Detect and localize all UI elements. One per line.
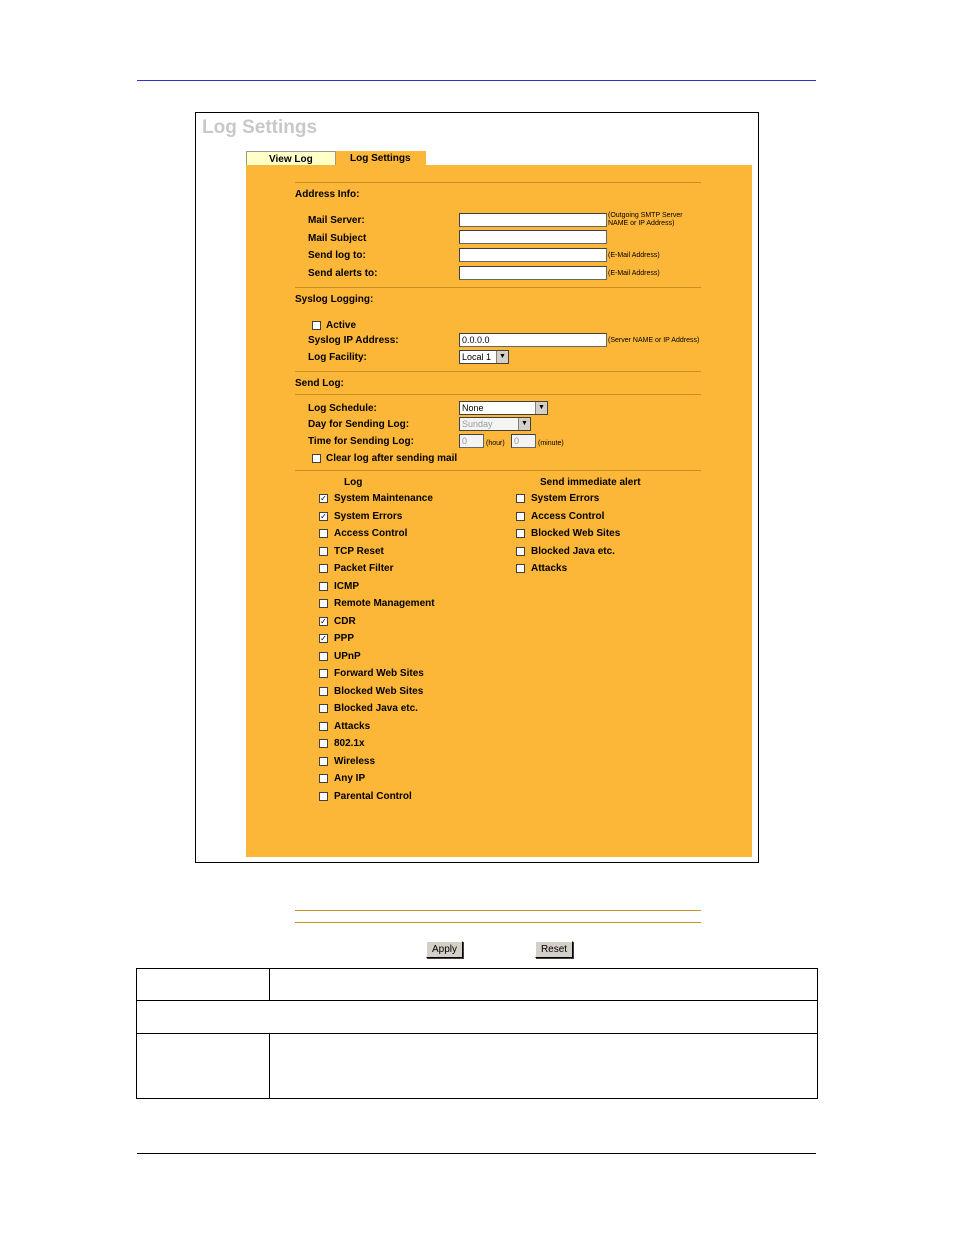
log-system-errors-checkbox[interactable]: ✓ xyxy=(320,511,327,521)
minute-input[interactable]: 0 xyxy=(511,434,536,448)
minute-unit: (minute) xyxy=(538,440,564,447)
divider xyxy=(295,470,701,471)
log-tcp-reset-checkbox[interactable] xyxy=(319,547,328,556)
log-icmp-label: ICMP xyxy=(334,580,359,592)
log-column-heading: Log xyxy=(344,477,363,488)
log-remote-management-label: Remote Management xyxy=(334,598,435,609)
chevron-down-icon[interactable]: ▼ xyxy=(496,351,508,363)
log-blocked-web-sites-checkbox[interactable] xyxy=(319,687,328,696)
log-blocked-java-etc-label: Blocked Java etc. xyxy=(334,703,418,714)
divider xyxy=(295,371,701,372)
log-schedule-value: None xyxy=(462,403,484,413)
day-for-sending-value: Sunday xyxy=(462,419,493,429)
divider xyxy=(295,182,701,183)
log-facility-select[interactable] xyxy=(459,350,509,364)
description-table xyxy=(136,968,818,1099)
bottom-rule xyxy=(137,1153,816,1154)
log-upnp-checkbox[interactable] xyxy=(319,652,328,661)
table-row xyxy=(137,1001,818,1034)
mail-subject-input[interactable] xyxy=(459,230,607,244)
time-for-sending-label: Time for Sending Log: xyxy=(308,436,414,447)
log-upnp-label: UPnP xyxy=(334,650,361,662)
table-cell xyxy=(270,1034,818,1099)
divider xyxy=(295,394,701,395)
chevron-down-icon[interactable]: ▼ xyxy=(535,402,547,414)
log-ppp-checkbox[interactable]: ✓ xyxy=(320,634,327,643)
mail-server-label: Mail Server: xyxy=(308,215,365,226)
log-facility-label: Log Facility: xyxy=(308,352,367,363)
page-title: Log Settings xyxy=(202,117,318,138)
syslog-ip-input[interactable]: 0.0.0.0 xyxy=(459,333,607,347)
mail-server-note: (Outgoing SMTP Server NAME or IP Address) xyxy=(608,212,683,227)
send-alerts-to-note: (E-Mail Address) xyxy=(608,270,660,277)
log-system-maintenance-label: System Maintenance xyxy=(334,493,433,504)
table-header-cell xyxy=(270,969,818,1001)
log-system-maintenance-checkbox[interactable]: ✓ xyxy=(320,494,327,503)
log-packet-filter-label: Packet Filter xyxy=(334,563,394,574)
log-blocked-java-etc-checkbox[interactable] xyxy=(319,704,328,713)
log-802-1x-checkbox[interactable] xyxy=(319,739,328,748)
settings-panel xyxy=(246,165,752,955)
mail-server-input[interactable] xyxy=(459,213,607,227)
log-parental-control-label: Parental Control xyxy=(334,790,412,802)
alert-blocked-java-etc-checkbox[interactable] xyxy=(516,547,525,556)
log-remote-management-checkbox[interactable] xyxy=(319,599,328,608)
table-cell xyxy=(137,1034,270,1099)
log-ppp-label: PPP xyxy=(334,633,355,644)
log-forward-web-sites-checkbox[interactable] xyxy=(319,669,328,678)
divider xyxy=(295,910,701,911)
syslog-ip-label: Syslog IP Address: xyxy=(308,335,399,346)
log-schedule-select[interactable] xyxy=(459,401,548,415)
apply-button[interactable]: Apply xyxy=(426,941,463,958)
alert-access-control-checkbox[interactable] xyxy=(516,512,525,521)
alert-blocked-web-sites-label: Blocked Web Sites xyxy=(531,528,621,539)
send-log-to-input[interactable] xyxy=(459,248,607,262)
divider xyxy=(295,922,701,923)
log-cdr-label: CDR xyxy=(334,615,356,627)
log-cdr-checkbox[interactable]: ✓ xyxy=(320,616,327,626)
log-icmp-checkbox[interactable] xyxy=(319,582,328,591)
mail-subject-label: Mail Subject xyxy=(308,233,367,244)
send-alerts-to-input[interactable] xyxy=(459,266,607,280)
log-blocked-web-sites-label: Blocked Web Sites xyxy=(334,685,424,697)
send-log-heading: Send Log: xyxy=(295,378,344,389)
alert-access-control-label: Access Control xyxy=(531,510,605,522)
syslog-heading: Syslog Logging: xyxy=(295,294,374,305)
address-info-heading: Address Info: xyxy=(295,189,360,200)
alert-attacks-label: Attacks xyxy=(531,563,568,574)
reset-button[interactable]: Reset xyxy=(535,941,573,958)
log-attacks-label: Attacks xyxy=(334,720,371,732)
tab-log-settings[interactable]: Log Settings xyxy=(336,151,426,166)
log-forward-web-sites-label: Forward Web Sites xyxy=(334,668,424,679)
log-settings-window xyxy=(195,112,759,955)
alert-blocked-web-sites-checkbox[interactable] xyxy=(516,529,525,538)
send-log-to-label: Send log to: xyxy=(308,250,366,261)
log-any-ip-checkbox[interactable] xyxy=(319,774,328,783)
log-any-ip-label: Any IP xyxy=(334,773,366,784)
alert-blocked-java-etc-label: Blocked Java etc. xyxy=(531,545,615,557)
send-log-to-note: (E-Mail Address) xyxy=(608,252,660,259)
log-tcp-reset-label: TCP Reset xyxy=(334,545,384,557)
log-facility-value: Local 1 xyxy=(462,352,492,362)
syslog-active-label: Active xyxy=(326,320,357,331)
log-schedule-label: Log Schedule: xyxy=(308,403,377,414)
day-for-sending-select[interactable] xyxy=(459,417,531,431)
alert-system-errors-label: System Errors xyxy=(531,493,600,504)
divider xyxy=(295,287,701,288)
log-access-control-label: Access Control xyxy=(334,528,408,539)
hour-input[interactable]: 0 xyxy=(459,434,484,448)
alert-system-errors-checkbox[interactable] xyxy=(516,494,525,503)
hour-unit: (hour) xyxy=(486,440,505,447)
log-attacks-checkbox[interactable] xyxy=(319,722,328,731)
log-parental-control-checkbox[interactable] xyxy=(319,792,328,801)
tab-view-log[interactable]: View Log xyxy=(246,151,336,166)
log-access-control-checkbox[interactable] xyxy=(319,529,328,538)
table-header-cell xyxy=(137,969,270,1001)
day-for-sending-label: Day for Sending Log: xyxy=(308,419,410,430)
alert-column-heading: Send immediate alert xyxy=(540,477,641,488)
alert-attacks-checkbox[interactable] xyxy=(516,564,525,573)
log-system-errors-label: System Errors xyxy=(334,510,403,522)
syslog-active-checkbox[interactable] xyxy=(312,321,321,330)
log-packet-filter-checkbox[interactable] xyxy=(319,564,328,573)
log-802-1x-label: 802.1x xyxy=(334,738,365,749)
chevron-down-icon[interactable]: ▼ xyxy=(518,418,530,430)
send-alerts-to-label: Send alerts to: xyxy=(308,268,378,279)
log-wireless-checkbox[interactable] xyxy=(319,757,328,766)
syslog-ip-note: (Server NAME or IP Address) xyxy=(608,337,700,344)
clear-log-label: Clear log after sending mail xyxy=(326,453,458,464)
log-wireless-label: Wireless xyxy=(334,755,376,767)
clear-log-checkbox[interactable] xyxy=(312,454,321,463)
top-rule xyxy=(137,80,816,81)
